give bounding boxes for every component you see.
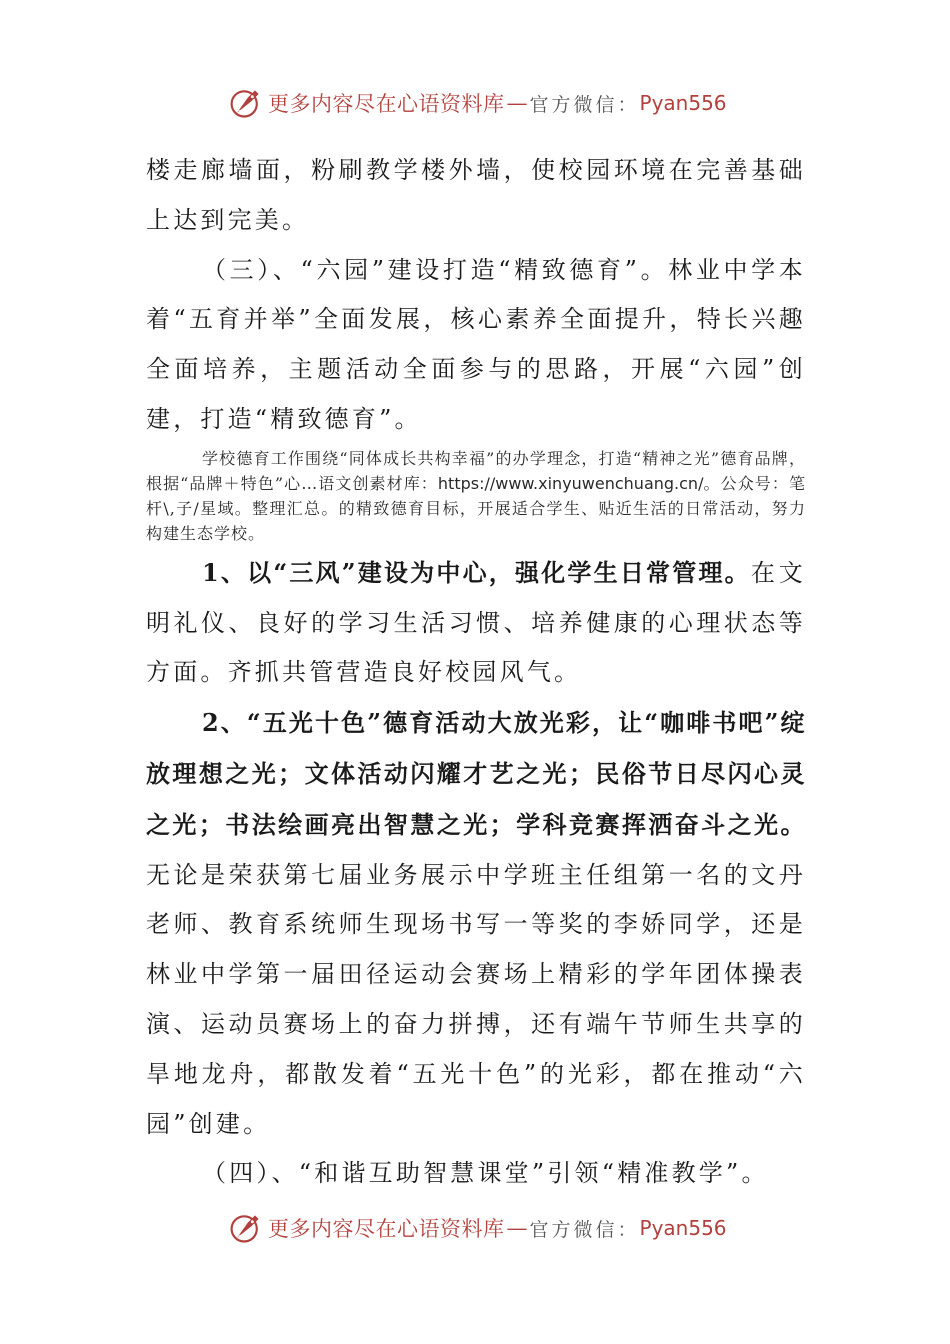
header-wechat-label: 官方微信： (529, 93, 640, 116)
pen-nib-logo-icon (228, 1210, 264, 1246)
item-one-text: 在文明礼仪、良好的学习生活习惯、培养健康的心理状态等方面。齐抓共管营造良好校园风气。 (146, 558, 806, 687)
header-dash: — (506, 91, 528, 115)
note-text-b: 。公众号：笔杆\,子/星域。整理汇总。的精致德育目标，开展适合学生、贴近生活的日常活动，努力构建生态学校。 (146, 473, 806, 543)
paragraph-inserted-note (146, 446, 806, 546)
note-url: https://www.xinyuwenchuang.cn/ (437, 473, 704, 493)
paragraph-section-four: （四）、“和谐互助智慧课堂”引领“精准教学”。 (202, 1159, 769, 1188)
footer-dash: — (506, 1216, 528, 1240)
paragraph-continuation: 楼走廊墙面，粉刷教学楼外墙，使校园环境在完善基础上达到完美。 (146, 156, 806, 234)
item-two-heading: 2、“五光十色”德育活动大放光彩，让“咖啡书吧”绽放理想之光；文体活动闪耀才艺之光；民俗节日尽闪心灵之光；书法绘画亮出智慧之光；学科竞赛挥洒奋斗之光。 (146, 708, 806, 839)
item-one-heading: 1、以“三风”建设为中心，强化学生日常管理。 (202, 557, 751, 587)
document-body (146, 146, 806, 1199)
pen-nib-logo-icon (228, 85, 264, 121)
header-brand-text: 更多内容尽在心语资料库 (268, 92, 505, 116)
footer-wechat-label: 官方微信： (529, 1218, 640, 1241)
footer-banner (228, 1205, 748, 1251)
paragraph-section-three: （三）、“六园”建设打造“精致德育”。林业中学本着“五育并举”全面发展，核心素养全面提升，特长兴趣全面培养，主题活动全面参与的思路，开展“六园”创建，打造“精致德育”。 (146, 255, 806, 433)
note-text-a: 学校德育工作围绕“同体成长共构幸福”的办学理念，打造“精神之光”德育品牌，根据“品牌＋特色”心…语文创素材库： (146, 448, 806, 493)
paragraph-item-one (146, 548, 806, 698)
paragraph-item-two (146, 698, 806, 1149)
footer-wechat-id: Pyan556 (639, 1216, 727, 1240)
footer-brand-text: 更多内容尽在心语资料库 (268, 1217, 505, 1241)
header-wechat-id: Pyan556 (639, 91, 727, 115)
header-banner (228, 80, 748, 126)
item-two-text: 无论是荣获第七届业务展示中学班主任组第一名的文丹老师、教育系统师生现场书写一等奖的李娇同学，还是林业中学第一届田径运动会赛场上精彩的学年团体操表演、运动员赛场上的奋力拼搏，还有端午节师生共享的旱地龙舟，都散发着“五光十色”的光彩，都在推动“六园”创建。 (146, 860, 806, 1138)
